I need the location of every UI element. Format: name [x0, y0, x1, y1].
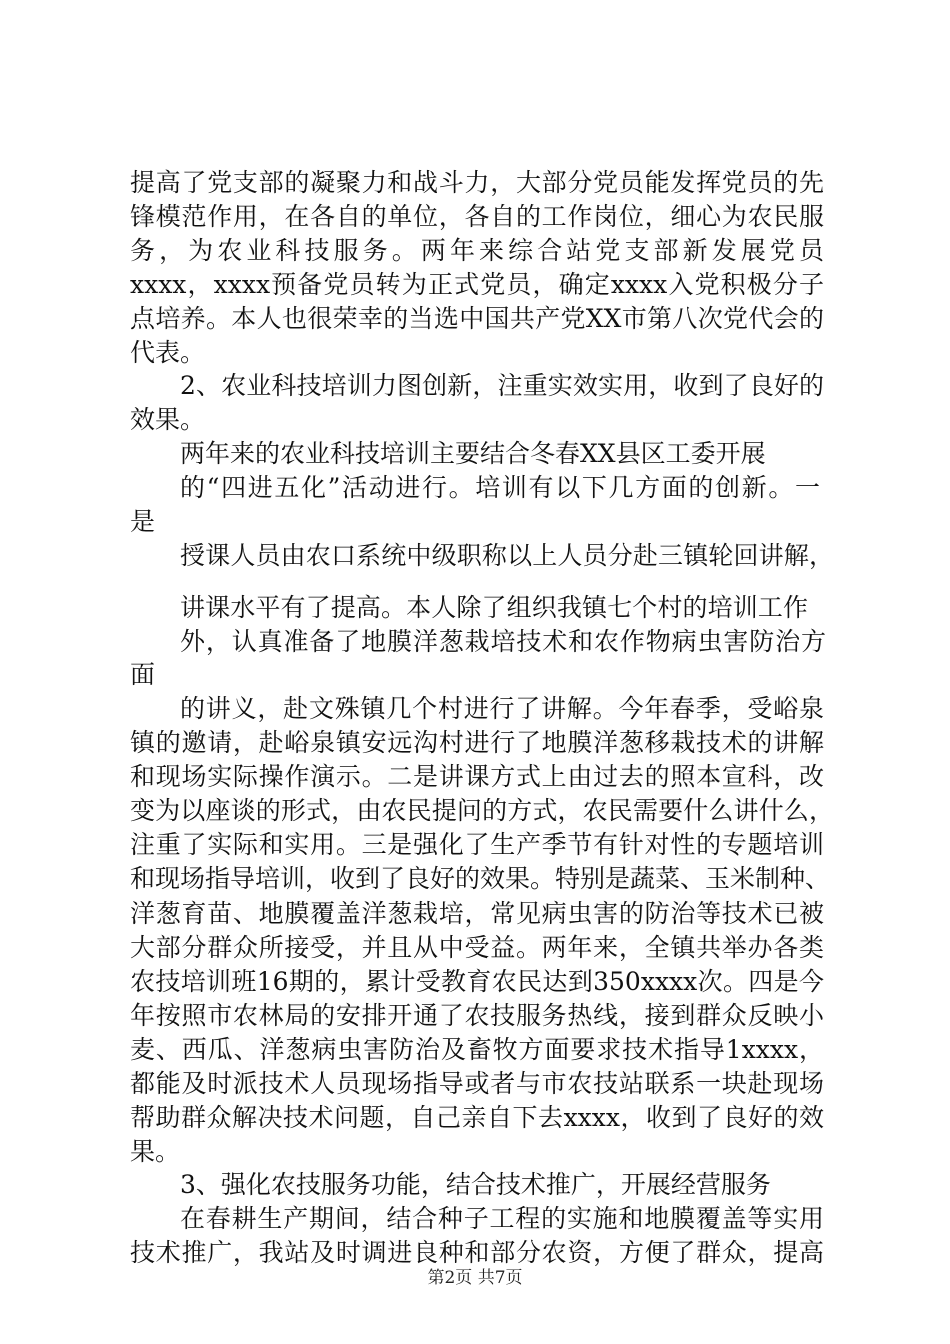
text-line: 农技培训班16期的，累计受教育农民达到350xxxx次。四是今	[130, 967, 824, 996]
text-line: xxxx，xxxx预备党员转为正式党员，确定xxxx入党积极分子	[130, 270, 824, 299]
text-line: 变为以座谈的形式，由农民提问的方式，农民需要什么讲什么，	[130, 796, 834, 825]
text-line: 在春耕生产期间，结合种子工程的实施和地膜覆盖等实用	[180, 1204, 824, 1233]
text-line: 面	[130, 660, 156, 689]
text-line: 和现场实际操作演示。二是讲课方式上由过去的照本宣科，改	[130, 762, 824, 791]
text-line: 提高了党支部的凝聚力和战斗力，大部分党员能发挥党员的先	[130, 168, 824, 197]
text-line: 年按照市农林局的安排开通了农技服务热线，接到群众反映小	[130, 1001, 824, 1030]
text-line: 讲课水平有了提高。本人除了组织我镇七个村的培训工作	[180, 593, 808, 622]
text-line: 两年来的农业科技培训主要结合冬春XX县区工委开展	[180, 439, 766, 468]
text-line: 镇的邀请，赴峪泉镇安远沟村进行了地膜洋葱移栽技术的讲解	[130, 728, 824, 757]
text-line: 是	[130, 507, 156, 536]
text-line: 麦、西瓜、洋葱病虫害防治及畜牧方面要求技术指导1xxxx，	[130, 1035, 824, 1064]
text-line: 代表。	[130, 338, 206, 367]
page-footer: 第2页 共7页	[427, 1268, 523, 1288]
text-line: 注重了实际和实用。三是强化了生产季节有针对性的专题培训	[130, 830, 824, 859]
text-line: 帮助群众解决技术问题，自己亲自下去xxxx，收到了良好的效	[130, 1103, 824, 1132]
text-line: 外，认真准备了地膜洋葱栽培技术和农作物病虫害防治方	[180, 627, 826, 656]
text-line: 2、农业科技培训力图创新，注重实效实用，收到了良好的	[180, 371, 824, 400]
text-line: 点培养。本人也很荣幸的当选中国共产党XX市第八次党代会的	[130, 304, 824, 333]
text-line: 都能及时派技术人员现场指导或者与市农技站联系一块赴现场	[130, 1069, 824, 1098]
text-line: 和现场指导培训，收到了良好的效果。特别是蔬菜、玉米制种、	[130, 864, 830, 893]
text-line: 的讲义，赴文殊镇几个村进行了讲解。今年春季，受峪泉	[180, 694, 824, 723]
text-line: 大部分群众所接受，并且从中受益。两年来，全镇共举办各类	[130, 933, 824, 962]
text-line: 3、强化农技服务功能，结合技术推广，开展经营服务	[180, 1170, 771, 1199]
text-line: 果。	[130, 1137, 181, 1166]
text-line: 授课人员由农口系统中级职称以上人员分赴三镇轮回讲解，	[180, 541, 834, 570]
text-line: 的“四进五化”活动进行。培训有以下几方面的创新。一	[180, 473, 820, 502]
text-line: 锋模范作用，在各自的单位，各自的工作岗位，细心为农民服	[130, 202, 824, 231]
text-line: 务，为农业科技服务。两年来综合站党支部新发展党员	[130, 236, 824, 265]
text-line: 洋葱育苗、地膜覆盖洋葱栽培，常见病虫害的防治等技术已被	[130, 899, 824, 928]
text-line: 技术推广，我站及时调进良种和部分农资，方便了群众，提高	[130, 1238, 824, 1267]
text-line: 效果。	[130, 405, 206, 434]
